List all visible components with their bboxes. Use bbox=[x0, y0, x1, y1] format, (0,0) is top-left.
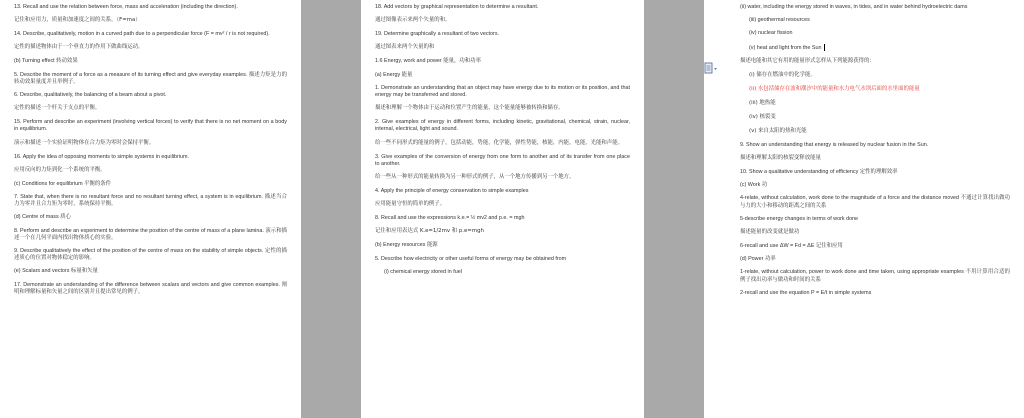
paragraph: 记住和应用表达式 K.e=1/2mv 和 p.e=mgh bbox=[375, 228, 484, 235]
paragraph: 17. Demonstrate an understanding of the difference between scalars and vectors and give common examples. 阐明和理解标量和矢量之间的区别并且提出常见的例子。 bbox=[14, 281, 287, 295]
paragraph: (e) Scalars and vectors 标量和矢量 bbox=[14, 268, 98, 275]
paragraph: (v) heat and light from the Sun bbox=[740, 44, 1010, 52]
document-options-icon[interactable] bbox=[704, 62, 718, 75]
paragraph: 9. Describe qualitatively the effect of the position of the centre of mass on the stability of simple objects. 定性的描述质心的位置对物体稳定的影响。 bbox=[14, 248, 287, 262]
paragraph: (c) Conditions for equilibrium 平衡的条件 bbox=[14, 180, 112, 187]
paragraph: 5-describe energy changes in terms of work done bbox=[740, 215, 859, 222]
paragraph: 应用反向的力矩到化一个系统的平衡。 bbox=[14, 166, 106, 173]
paragraph: 1-relate, without calculation, power to work done and time taken, using appropriate examples 不用计算用合适的例子找出功率与做功和时间的关系 bbox=[740, 269, 1010, 283]
paragraph: (iv) nuclear fission bbox=[749, 30, 793, 37]
paragraph: 13. Recall and use the relation between force, mass and acceleration (including the direction). bbox=[14, 4, 238, 10]
paragraph: 应用能量守恒的简单的例子。 bbox=[375, 201, 446, 208]
paragraph: 7. State that, when there is no resultant force and no resultant turning effect, a system is in equilibrium. 描述当合力为零并且合力矩为零时，系统保持平衡。 bbox=[14, 194, 287, 208]
paragraph: 15. Perform and describe an experiment (involving vertical forces) to verify that there is no net moment on a body in equilibrium. bbox=[14, 119, 287, 133]
paragraph: 8. Perform and describe an experiment to determine the position of the centre of mass of a plane lamina. 演示和描述一个在几何平面内找出物体质心的实验。 bbox=[14, 227, 287, 241]
paragraph: 描述和理解一个物体由于运动和位置产生的能量，这个能量能够被转换和储存。 bbox=[375, 105, 564, 112]
document-page-1 bbox=[0, 0, 301, 418]
paragraph: (b) Turning effect 转动效果 bbox=[14, 58, 78, 65]
paragraph: 1.6 Energy, work and power 能量，功和功率 bbox=[375, 58, 481, 65]
paragraph: 19. Determine graphically a resultant of two vectors. bbox=[375, 31, 500, 38]
paragraph: 演示和描述一个实验证明物体在合力矩为零时会保持平衡。 bbox=[14, 139, 155, 146]
paragraph: 1. Demonstrate an understanding that an object may have energy due to its motion or its position, and that energy may be transferred and stored. bbox=[375, 84, 630, 99]
paragraph: (iv) 核裂变 bbox=[749, 113, 776, 120]
paragraph: (i) chemical energy stored in fuel bbox=[384, 268, 462, 275]
paragraph: 给一些不同形式的能量的例子，包括动能，势能，化学能，弹性势能，核能，内能，电能，光能和声能。 bbox=[375, 139, 623, 146]
text-cursor bbox=[824, 44, 825, 51]
paragraph: (d) Power 功率 bbox=[740, 256, 776, 263]
paragraph: (a) Energy 能量 bbox=[375, 71, 413, 78]
paragraph: 4-relate, without calculation, work done to the magnitude of a force and the distance moved 不通过计算找出做功与力的大小和移动的距离之间的关系 bbox=[740, 195, 1010, 209]
paragraph: (c) Work 功 bbox=[740, 182, 768, 189]
paragraph: 描述和理解太阳的核裂变释放能量 bbox=[740, 154, 821, 161]
paragraph: 2-recall and use the equation P = E/t in simple systems bbox=[740, 289, 872, 296]
paragraph: 定性的描述物体由于一个垂直力的作用下做曲线运动。 bbox=[14, 44, 144, 51]
paragraph: (iii) geothermal resources bbox=[749, 17, 810, 24]
paragraph: 6-recall and use ΔW = Fd = ΔE 记住和应用 bbox=[740, 242, 843, 249]
paragraph: 给一些从一种形式的能量转换为另一种形式的例子，从一个地方传播到另一个地方。 bbox=[375, 174, 575, 181]
paragraph: 通过图表来两个矢量的和 bbox=[375, 44, 435, 51]
paragraph: 2. Give examples of energy in different forms, including kinetic, gravitational, chemical, strain, nuclear, internal, electrical, light and sound. bbox=[375, 119, 630, 133]
paragraph: 描述能量的改变就是做功 bbox=[740, 228, 800, 235]
paragraph: (b) Energy resources 能源 bbox=[375, 242, 438, 249]
paragraph: 5. Describe how electricity or other useful forms of energy may be obtained from bbox=[375, 255, 567, 262]
document-page-3 bbox=[704, 0, 1024, 418]
paragraph: 10. Show a qualitative understanding of efficiency 定性的理解效率 bbox=[740, 168, 898, 175]
paragraph: 6. Describe, qualitatively, the balancing of a beam about a pivot. bbox=[14, 92, 167, 99]
paragraph: 定性的描述一个杆关于支点的平衡。 bbox=[14, 105, 101, 112]
paragraph: 8. Recall and use the expressions k.e.= ½ mv2 and p.e. = mgh bbox=[375, 215, 525, 222]
paragraph: 描述电能和其它有用的能量形式怎样从下列能源获得的： bbox=[740, 57, 875, 64]
paragraph: (v) 来自太阳的热和光能 bbox=[749, 127, 807, 134]
paragraph: 16. Apply the idea of opposing moments to simple systems in equilibrium. bbox=[14, 153, 189, 160]
paragraph: 5. Describe the moment of a force as a measure of its turning effect and give everyday examples. 描述力矩是力的转动效果量度并且举例子。 bbox=[14, 71, 287, 85]
paragraph: 3. Give examples of the conversion of energy from one form to another and of its transfer from one place to another. bbox=[375, 153, 630, 167]
paragraph: 18. Add vectors by graphical representation to determine a resultant. bbox=[375, 4, 539, 10]
paragraph: (d) Centre of mass 质心 bbox=[14, 214, 71, 221]
paragraph: (i) 储存在燃油中的化学能。 bbox=[749, 71, 816, 78]
document-page-2 bbox=[361, 0, 644, 418]
paragraph: 4. Apply the principle of energy conservation to simple examples bbox=[375, 188, 529, 195]
paragraph: (ii) water, including the energy stored in waves, in tides, and in water behind hydroelectric dams bbox=[740, 4, 968, 10]
paragraph: 通过图像表示来两个矢量的和。 bbox=[375, 17, 451, 24]
paragraph: 9. Show an understanding that energy is released by nuclear fusion in the Sun. bbox=[740, 141, 929, 148]
paragraph: (iii) 地热能 bbox=[749, 99, 776, 106]
paragraph: (ii) 水包括储存在波和潮汐中的能量和水力电气水坝后面的水里面的能量 bbox=[749, 85, 920, 92]
paragraph: 14. Describe, qualitatively, motion in a curved path due to a perpendicular force (F = mv² / r is not required). bbox=[14, 31, 270, 38]
paragraph: 记住和应用力，质量和加速度之间的关系。（F=ma） bbox=[14, 17, 141, 24]
